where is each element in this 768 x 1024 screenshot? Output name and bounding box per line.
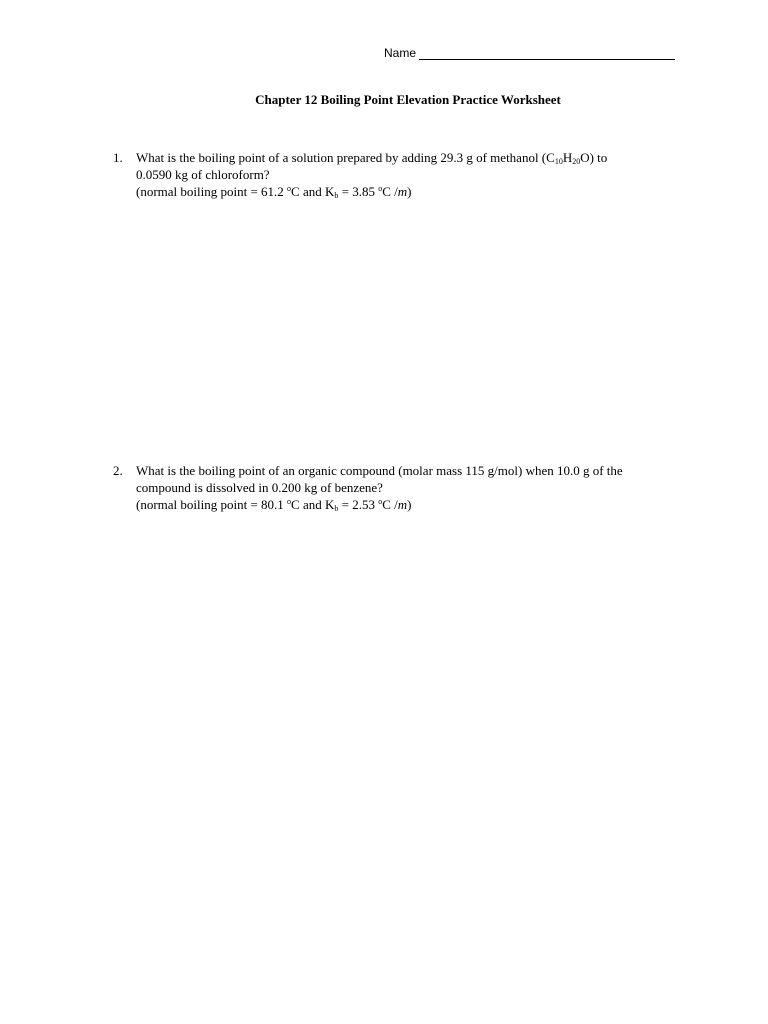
name-label: Name [384,46,417,60]
question-given-values: (normal boiling point = 61.2 $^o$C and $K_b = 3.85$ $^o$C /m) [136,184,412,200]
question-text-line-1: What is the boiling point of a solution prepared by adding 29.3 g of methanol $(C_{10}H_{20}O)$ to [136,150,608,166]
question-2 [113,462,673,513]
worksheet-title: Chapter 12 Boiling Point Elevation Practice Worksheet [255,92,561,107]
name-blank-line [419,46,675,60]
question-body [136,462,673,513]
question-1 [113,149,673,200]
question-body [136,149,673,200]
question-text-line-2: 0.0590 kg of chloroform? [136,167,270,182]
question-text-line-1: What is the boiling point of an organic compound (molar mass 115 g/mol) when 10.0 g of the [136,463,623,478]
question-text-line-2: compound is dissolved in 0.200 kg of benzene? [136,480,383,495]
name-field [384,46,675,60]
question-given-values: (normal boiling point = 80.1 $^o$C and $K_b = 2.53$ $^o$C /m) [136,497,412,513]
question-number: 1. [113,150,123,165]
question-number: 2. [113,463,123,478]
